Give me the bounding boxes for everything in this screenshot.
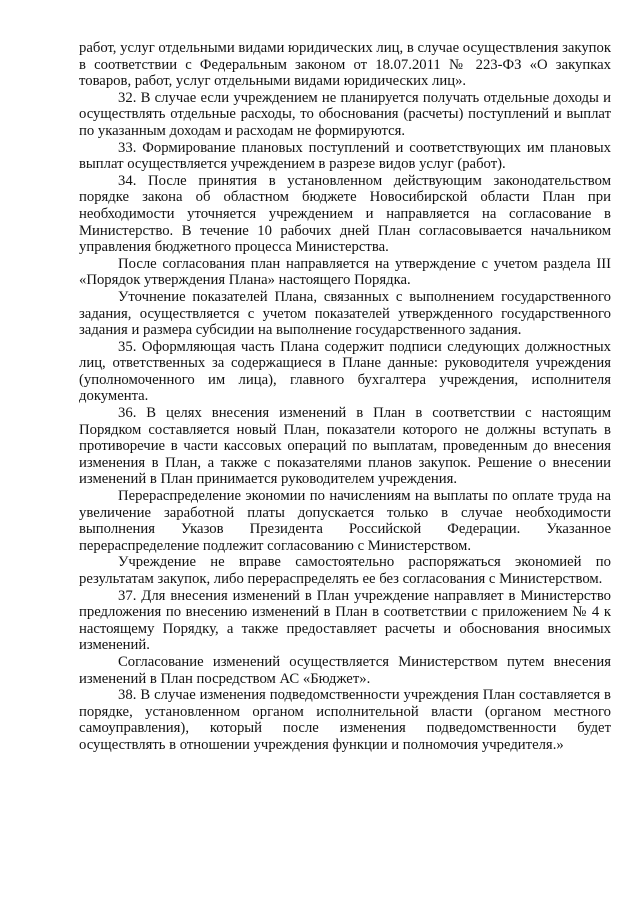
paragraph-34: 34. После принятия в установленном действующим законодательством порядке закона об областном бюджете Новосибирской области План при необходимости уточняется учреждением и направляется на согласование в Министерство. В течение 10 рабочих дней План согласовывается начальником управления бюджетного процесса Министерства. bbox=[79, 172, 611, 256]
paragraph-37: 37. Для внесения изменений в План учреждение направляет в Министерство предложения по внесению изменений в План в соответствии с приложением № 4 к настоящему Порядку, а также предоставляет расчеты и обоснования вносимых изменений. bbox=[79, 587, 611, 654]
paragraph-36: 36. В целях внесения изменений в План в соответствии с настоящим Порядком составляется новый План, показатели которого не должны вступать в противоречие в части кассовых операций по выплатам, проведенным до внесения изменения в План, а также с показателями планов закупок. Решение о внесении изменений в План принимается руководителем учреждения. bbox=[79, 405, 611, 488]
paragraph-35: 35. Оформляющая часть Плана содержит подписи следующих должностных лиц, ответственных за содержащиеся в Плане данные: руководителя учреждения (уполномоченного им лица), главного бухгалтера учреждения, исполнителя документа. bbox=[79, 338, 611, 405]
paragraph-36-redistribution: Перераспределение экономии по начислениям на выплаты по оплате труда на увеличение заработной платы допускается только в случае необходимости выполнения Указов Президента Российской Федерации. Указанное перераспределение подлежит согласованию с Министерством. bbox=[79, 488, 611, 554]
paragraph-33: 33. Формирование плановых поступлений и соответствующих им плановых выплат осуществляется учреждением в разрезе видов услуг (работ). bbox=[79, 139, 611, 173]
paragraph-38: 38. В случае изменения подведомственности учреждения План составляется в порядке, установленном органом исполнительной власти (органом местного самоуправления), который после изменения подведомственности будет осуществлять в отношении учреждения функции и полномочия учредителя.» bbox=[79, 687, 611, 753]
paragraph-continuation: работ, услуг отдельными видами юридических лиц, в случае осуществления закупок в соответствии с Федеральным законом от 18.07.2011 № 223-ФЗ «О закупках товаров, работ, услуг отдельными видами юридических лиц». bbox=[79, 40, 611, 90]
paragraph-32: 32. В случае если учреждением не планируется получать отдельные доходы и осуществлять отдельные расходы, то обоснования (расчеты) поступлений и выплат по указанным доходам и расходам не формируются. bbox=[79, 89, 611, 139]
paragraph-34-approval: После согласования план направляется на утверждение с учетом раздела III «Порядок утверждения Плана» настоящего Порядка. bbox=[79, 255, 611, 289]
document-page bbox=[79, 40, 611, 754]
paragraph-34-state-task: Уточнение показателей Плана, связанных с выполнением государственного задания, осуществляется с учетом показателей утвержденного государственного задания и размера субсидии на выполнение государственного задания. bbox=[79, 288, 611, 339]
paragraph-37-approval: Согласование изменений осуществляется Министерством путем внесения изменений в План посредством АС «Бюджет». bbox=[79, 653, 611, 687]
paragraph-36-savings: Учреждение не вправе самостоятельно распоряжаться экономией по результатам закупок, либо перераспределять ее без согласования с Министерством. bbox=[79, 554, 611, 587]
